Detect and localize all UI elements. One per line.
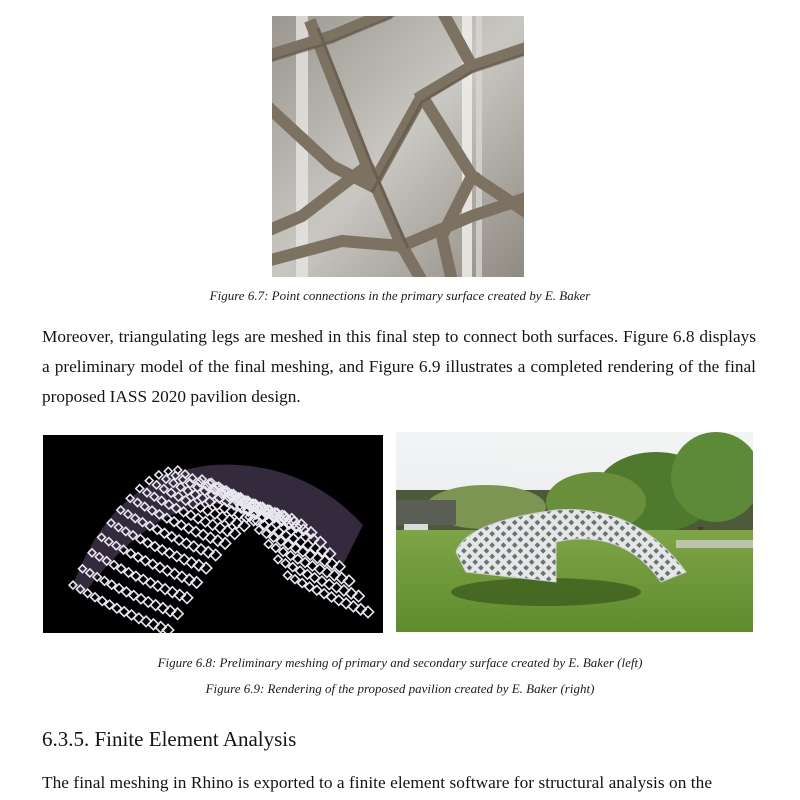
figure-6-9-image [396, 432, 753, 632]
section-heading: 6.3.5. Finite Element Analysis [42, 727, 297, 751]
figure-6-8-image [43, 435, 383, 633]
figure-6-7-image [272, 16, 524, 277]
body-paragraph: Moreover, triangulating legs are meshed in this final step to connect both surfaces. Figure 6.8 displays a preliminary model of the final meshing, and Figure 6.9 illustrates a completed rendering of the final proposed IASS 2020 pavilion design. [42, 327, 756, 406]
figure-6-7-caption: Figure 6.7: Point connections in the primary surface created by E. Baker [209, 288, 591, 303]
figure-6-8-caption: Figure 6.8: Preliminary meshing of primary and secondary surface created by E. Baker (left) [157, 655, 643, 670]
figure-6-9-caption: Figure 6.9: Rendering of the proposed pavilion created by E. Baker (right) [205, 681, 595, 696]
body-paragraph: The final meshing in Rhino is exported to a finite element software for structural analysis on the [42, 773, 713, 792]
